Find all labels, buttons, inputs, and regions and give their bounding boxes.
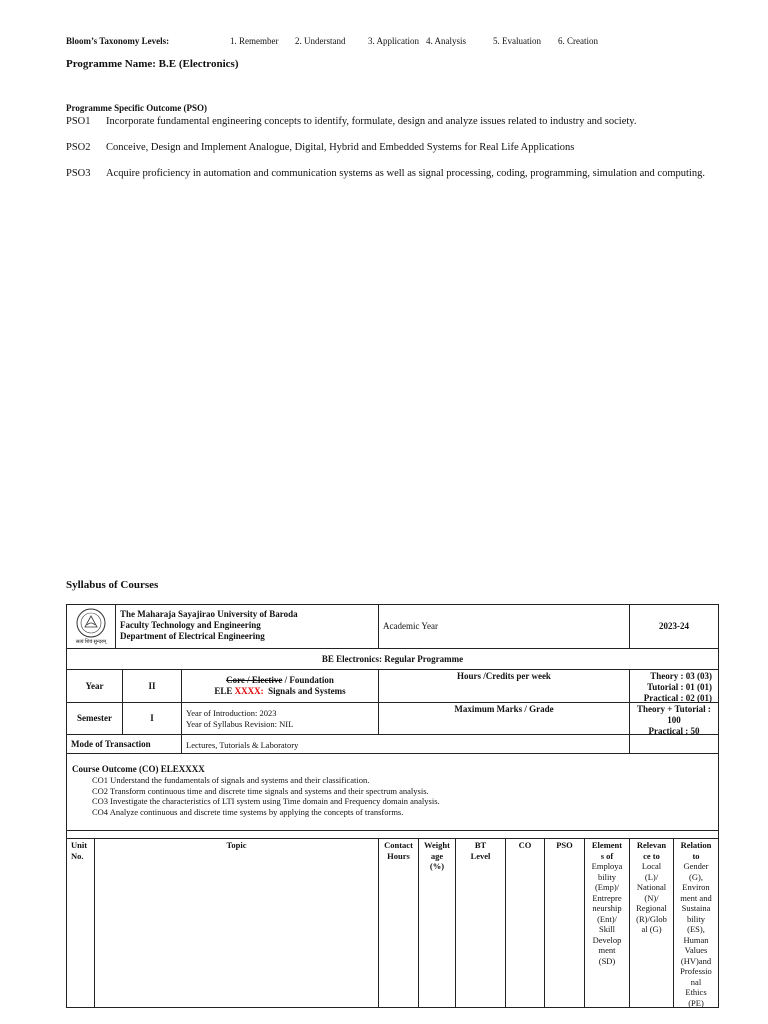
relevance-header-line: Local: [641, 861, 662, 871]
year-value-cell: [122, 669, 182, 703]
department-name: Department of Electrical Engineering: [120, 631, 265, 641]
elements-header-line: Skill: [598, 924, 616, 934]
pso-text: Incorporate fundamental engineering concepts to identify, formulate, design and analyze issues related to industry and society.: [106, 116, 637, 127]
course-code: XXXX:: [234, 686, 264, 696]
relevance-header-line: (N)/: [644, 892, 659, 903]
mode-empty-cell: [629, 734, 719, 754]
relevance-header-line: al (G): [641, 924, 662, 934]
course-prefix: ELE: [214, 686, 235, 696]
elements-header-line: s of: [600, 850, 614, 861]
marks-theory-label: Theory + Tutorial :: [637, 704, 711, 714]
relation-header-line: to: [692, 850, 700, 861]
elements-header-line: Entrepre: [592, 892, 622, 903]
marks-values-cell: [629, 702, 719, 735]
logo-motto: सत्यं शिवं सुन्दरम्: [75, 640, 107, 645]
hours-label-cell: [378, 669, 630, 703]
unit-header-line: No.: [71, 850, 84, 861]
semester-label-cell: [66, 702, 123, 735]
blooms-level-4: 4. Analysis: [426, 36, 467, 46]
course-type-rest: / Foundation: [282, 675, 334, 685]
weightage-header-line: (%): [429, 861, 445, 871]
relation-header-line: Gender: [683, 861, 709, 871]
academic-year-cell: [629, 604, 719, 649]
co-header: [505, 838, 545, 1008]
year-label: Year: [85, 681, 104, 691]
elements-header-line: (Emp)/: [594, 882, 620, 892]
year-label-cell: [66, 669, 123, 703]
mode-value-cell: [181, 734, 630, 754]
course-outcome-cell: [66, 753, 719, 831]
relation-header-line: ment and: [680, 892, 712, 903]
university-header-cell: [115, 604, 379, 649]
relevance-header-line: (L)/: [644, 871, 659, 882]
year-of-revision: Year of Syllabus Revision: NIL: [186, 718, 294, 729]
topic-header-label: Topic: [226, 840, 247, 850]
academic-year-label: Academic Year: [383, 621, 438, 631]
elements-header-line: (Ent)/: [597, 913, 617, 924]
unit-header: [66, 838, 95, 1008]
relation-header-line: Relation: [680, 840, 712, 850]
marks-theory-value: 100: [667, 715, 681, 725]
relation-header-line: Professio: [680, 966, 712, 976]
relevance-header-line: National: [636, 882, 667, 892]
blooms-level-5: 5. Evaluation: [493, 36, 541, 46]
marks-label-cell: [378, 702, 630, 735]
university-logo: [66, 604, 116, 649]
mode-label: Mode of Transaction: [71, 739, 151, 749]
pso-code: PSO3: [66, 168, 91, 179]
academic-year-value: 2023-24: [659, 621, 689, 631]
relation-header-line: Values: [684, 945, 708, 955]
co-item: CO1 Understand the fundamentals of signals and systems and their classification.: [92, 775, 370, 785]
relation-header-line: bility: [687, 913, 705, 924]
relation-header-line: nal: [690, 976, 702, 987]
syllabus-heading: Syllabus of Courses: [66, 579, 159, 591]
contact-header-line: Hours: [387, 850, 410, 861]
elements-header-line: (SD): [598, 955, 616, 966]
relation-header-line: Human: [683, 934, 709, 945]
academic-year-label-cell: [378, 604, 630, 649]
university-name: The Maharaja Sayajirao University of Baroda: [120, 609, 298, 619]
course-cell: [181, 669, 379, 703]
contact-hours-header: [378, 838, 419, 1008]
relevance-header: [629, 838, 674, 1008]
year-value: II: [148, 681, 156, 691]
co-item: CO4 Analyze continuous and discrete time systems by applying the concepts of transforms.: [92, 806, 404, 817]
mode-label-cell: [66, 734, 182, 754]
practical-hours: Practical : 02 (01): [643, 693, 712, 703]
semester-value-cell: [122, 702, 182, 735]
weightage-header-line: age: [430, 850, 444, 861]
marks-label: Maximum Marks / Grade: [454, 704, 554, 714]
tutorial-hours: Tutorial : 01 (01): [647, 682, 712, 692]
faculty-name: Faculty Technology and Engineering: [120, 620, 261, 630]
semester-label: Semester: [77, 713, 112, 723]
programme-title: BE Electronics: Regular Programme: [321, 654, 464, 664]
elements-header-line: Employa: [591, 861, 623, 871]
co-heading: Course Outcome (CO) ELEXXXX: [72, 764, 205, 774]
elements-header-line: ment: [598, 945, 616, 955]
elements-header-line: Element: [591, 840, 623, 850]
relevance-header-line: Relevan: [636, 840, 667, 850]
co-item: CO3 Investigate the characteristics of LTI system using Time domain and Frequency domain analysis.: [92, 796, 440, 806]
year-of-introduction: Year of Introduction: 2023: [186, 708, 277, 718]
blooms-level-6: 6. Creation: [558, 36, 598, 46]
bt-level-header: [455, 838, 506, 1008]
marks-practical: Practical : 50: [648, 726, 700, 736]
co-header-label: CO: [518, 840, 532, 850]
relation-header-line: (ES),: [687, 924, 705, 934]
contact-header-line: Contact: [384, 840, 413, 850]
topic-header: [94, 838, 379, 1008]
pso-code: PSO2: [66, 142, 91, 153]
relevance-header-line: ce to: [643, 850, 660, 861]
elements-header: [584, 838, 630, 1008]
pso-item: [66, 141, 706, 154]
elements-header-line: neurship: [592, 903, 622, 913]
relation-header-line: Environ: [682, 882, 710, 892]
year-info-cell: [181, 702, 379, 735]
blooms-level-3: 3. Application: [368, 36, 419, 46]
pso-heading: Programme Specific Outcome (PSO): [66, 103, 208, 113]
course-type-struck: Core / Elective: [226, 675, 283, 685]
weightage-header-line: Weight: [424, 840, 450, 850]
mode-value: Lectures, Tutorials & Laboratory: [186, 740, 299, 750]
relation-header-line: Sustaina: [681, 903, 711, 913]
relevance-header-line: (R)/Glob: [636, 913, 667, 924]
bt-header-line: BT: [474, 840, 487, 850]
hours-label: Hours /Credits per week: [457, 671, 551, 681]
relation-header-line: (HV)and: [680, 955, 712, 966]
co-item: CO2 Transform continuous time and discrete time signals and systems and their spectrum analysis.: [92, 785, 429, 796]
elements-header-line: bility: [598, 871, 616, 882]
pso-header-label: PSO: [556, 840, 573, 850]
blooms-level-1: 1. Remember: [230, 36, 279, 46]
relation-header-line: Ethics: [685, 987, 707, 997]
pso-item: [66, 115, 706, 128]
pso-header: [544, 838, 585, 1008]
programme-name: Programme Name: B.E (Electronics): [66, 58, 239, 70]
pso-item: [66, 167, 706, 180]
bt-header-line: Level: [470, 850, 491, 861]
programme-cell: [66, 648, 719, 670]
unit-header-line: Unit: [71, 840, 88, 850]
weightage-header: [418, 838, 456, 1008]
relation-header: [673, 838, 719, 1008]
hours-values-cell: [629, 669, 719, 703]
pso-text: Acquire proficiency in automation and communication systems as well as signal processing, coding, programming, simulation and computing.: [106, 168, 705, 179]
pso-code: PSO1: [66, 116, 91, 127]
relation-header-line: (G),: [689, 871, 703, 882]
theory-hours: Theory : 03 (03): [650, 671, 712, 681]
relation-header-line: (PE): [688, 997, 704, 1008]
elements-header-line: Develop: [592, 934, 622, 945]
blooms-label: Bloom’s Taxonomy Levels:: [66, 36, 170, 46]
relevance-header-line: Regional: [636, 903, 667, 913]
blooms-level-2: 2. Understand: [295, 36, 346, 46]
semester-value: I: [150, 713, 154, 723]
pso-text: Conceive, Design and Implement Analogue, Digital, Hybrid and Embedded Systems for Real Life Applications: [106, 142, 575, 153]
course-title: Signals and Systems: [263, 686, 346, 696]
